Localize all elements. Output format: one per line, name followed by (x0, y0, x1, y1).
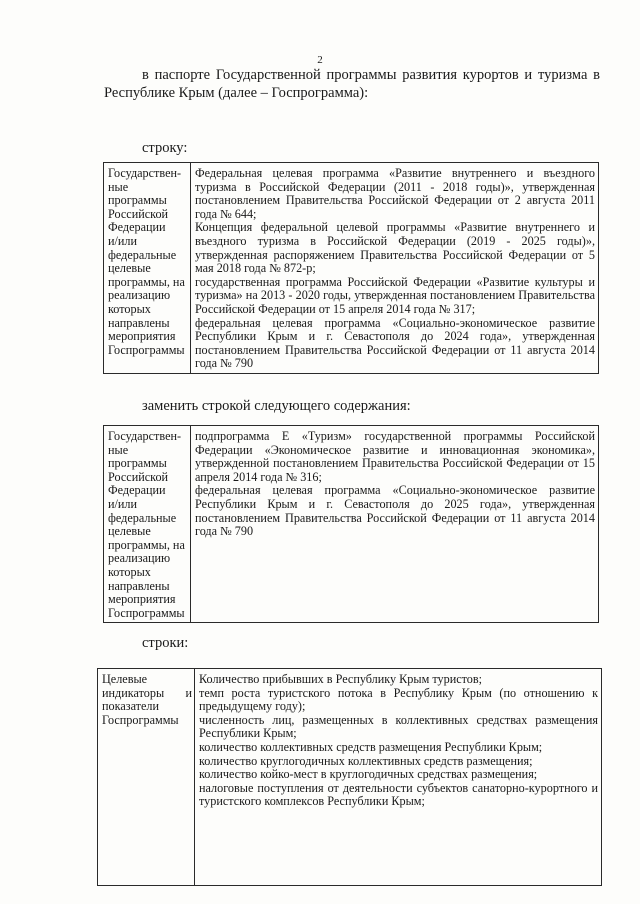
label-replace: заменить строкой следующего содержания: (142, 398, 411, 414)
table1-paragraph: Концепция федеральной целевой программы «Развитие внутреннего и въездного туризма в Российской Федерации (2019 - 2025 годы)», утвержденная распоряжением Правительства Российской Федерации от 5 мая 2018 года № 872-р; (195, 220, 595, 276)
table3-paragraph: налоговые поступления от деятельности субъектов санаторно-курортного и туристского комплексов Республики Крым; (199, 780, 598, 809)
table1-paragraph: государственная программа Российской Федерации «Развитие культуры и туризма» на 2013 - 2020 годы, утвержденная постановлением Правительства Российской Федерации от 15 апреля 2014 года № 317; (195, 274, 595, 316)
table3-name-line: индикаторы и (102, 685, 192, 700)
table2-name-line: и/или (108, 496, 138, 511)
table1-name-line: федеральные (108, 247, 177, 262)
page-number: 2 (317, 54, 323, 66)
table3-paragraph: количество коллективных средств размещения Республики Крым; (199, 739, 543, 754)
table1-name-line: направлены (108, 315, 170, 330)
table3-name-line: Госпрограммы (102, 712, 179, 727)
table2-name-line: Госпрограммы (108, 605, 185, 620)
table2-name-line: ные программы (108, 442, 167, 471)
table3-paragraph: количество круглогодичных коллективных средств размещения; (199, 753, 533, 768)
table3-paragraph: количество койко-мест в круглогодичных средствах размещения; (199, 767, 538, 782)
table2-name-line: мероприятия (108, 592, 176, 607)
table1-name-line: ные (108, 179, 129, 194)
table1-name-line: Федерации (108, 220, 166, 235)
table2-name-line: Российской (108, 469, 169, 484)
table1-body-cell (191, 163, 599, 374)
table1-name-line: мероприятия (108, 329, 176, 344)
table2-body-cell (191, 426, 599, 623)
table1-name-line: реализацию (108, 288, 171, 303)
table1-paragraph: Федеральная целевая программа «Развитие внутреннего и въездного туризма в Российской Федерации (2011 - 2018 годы)», утвержденная постановлением Правительства Российской Федерации от 2 августа 2011 года № 644; (195, 166, 595, 221)
table1-name-line: программы, на (108, 274, 185, 289)
table-new-programs (103, 425, 599, 623)
table1-name-line: Госпрограммы (108, 342, 185, 357)
table1-name-line: которых (108, 301, 151, 316)
table2-name-line: которых (108, 564, 151, 579)
table3-name-line: показатели (102, 699, 160, 714)
table3-paragraph: Количество прибывших в Республику Крым туристов; (199, 672, 483, 686)
table1-paragraph: федеральная целевая программа «Социально-экономическое развитие Республики Крым и г. Севастополя до 2024 года», утвержденная постановлением Правительства Российской Федерации от 11 августа 2014 года № 790 (195, 315, 595, 371)
table3-paragraph: темп роста туристского потока в Республику Крым (по отношению к предыдущему году); (199, 685, 598, 714)
table-current-programs (103, 162, 599, 374)
table2-paragraph: подпрограмма Е «Туризм» государственной программы Российской Федерации «Экономическое развитие и инновационная экономика», утвержденной постановлением Правительства Российской Федерации от 15 апреля 2014 года № 316; (195, 429, 595, 484)
table2-name-line: направлены (108, 578, 170, 593)
table3-paragraph: численность лиц, размещенных в коллективных средствах размещения Республики Крым; (199, 712, 598, 741)
table2-name-line: реализацию (108, 551, 171, 566)
table2-name-line: Федерации (108, 483, 166, 498)
intro-paragraph: в паспорте Государственной программы развития курортов и туризма в Республике Крым (далее – Госпрограмма): (104, 67, 600, 101)
table2-name-line: Государствен- (108, 429, 182, 443)
table2-name-line: программы, на (108, 537, 185, 552)
table1-name-cell (104, 163, 191, 374)
table1-name-line: программы (108, 193, 167, 208)
table3-body-cell (195, 669, 602, 886)
label-lines: строки: (142, 635, 189, 651)
table2-paragraph: федеральная целевая программа «Социально-экономическое развитие Республики Крым и г. Севастополя до 2025 года», утвержденная постановлением Правительства Российской Федерации от 11 августа 2014 года № 790 (195, 483, 595, 539)
table2-name-cell (104, 426, 191, 623)
table2-name-line: целевые (108, 524, 151, 539)
table3-name-line: Целевые (102, 672, 148, 686)
label-line: строку: (142, 140, 188, 156)
table1-name-line: целевые (108, 261, 151, 276)
table2-name-line: федеральные (108, 510, 177, 525)
table1-name-line: и/или (108, 233, 138, 248)
table-target-indicators (97, 668, 602, 886)
table1-name-line: Российской (108, 206, 169, 221)
table1-name-line: Государствен- (108, 166, 182, 180)
table3-name-cell (98, 669, 195, 886)
